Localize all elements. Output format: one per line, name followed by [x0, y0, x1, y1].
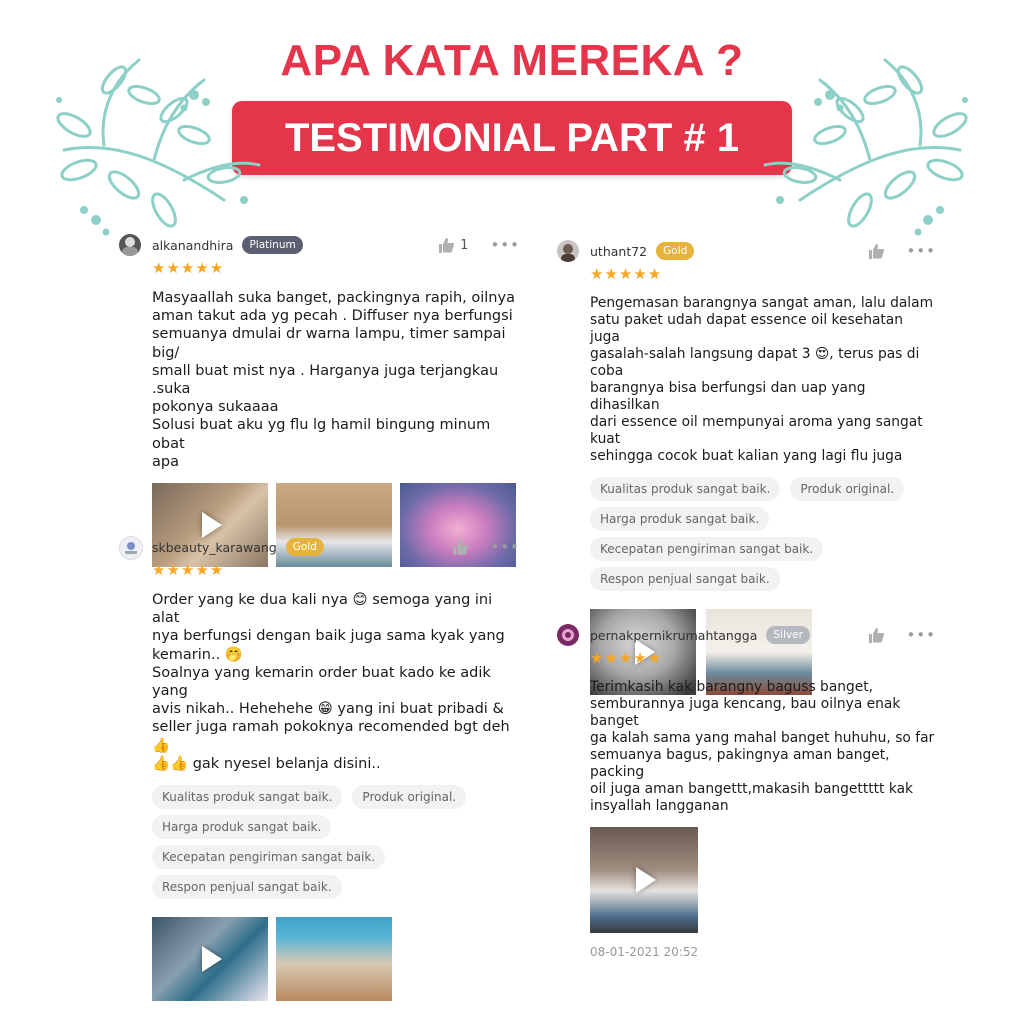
review-card: [152, 536, 520, 1001]
play-icon[interactable]: [636, 867, 656, 893]
review-photo[interactable]: [276, 917, 392, 1001]
review-video-thumbnail[interactable]: [590, 827, 698, 933]
more-dots-icon[interactable]: •••: [906, 242, 936, 260]
review-tag: Kecepatan pengiriman sangat baik.: [590, 537, 823, 561]
like-count: 1: [460, 237, 469, 253]
review-tag: Kualitas produk sangat baik.: [152, 785, 342, 809]
thumbs-up-icon[interactable]: [452, 540, 468, 555]
review-media: [590, 827, 936, 933]
review-tag: Produk original.: [352, 785, 466, 809]
more-dots-icon[interactable]: •••: [490, 236, 520, 254]
review-actions: [438, 234, 520, 256]
more-dots-icon[interactable]: •••: [490, 538, 520, 556]
membership-badge: Gold: [656, 242, 694, 260]
review-card: [590, 624, 936, 959]
review-tags: [590, 477, 920, 597]
review-tag: Harga produk sangat baik.: [152, 815, 331, 839]
review-tag: Kecepatan pengiriman sangat baik.: [152, 845, 385, 869]
avatar[interactable]: [557, 240, 579, 262]
leaf-ornament-left-icon: [44, 40, 264, 240]
review-card: [152, 234, 520, 567]
review-actions: [868, 240, 936, 262]
star-rating: ★★★★★: [152, 561, 225, 579]
review-tag: Harga produk sangat baik.: [590, 507, 769, 531]
membership-badge: Silver: [766, 626, 810, 644]
thumbs-up-icon[interactable]: [868, 244, 884, 259]
testimonial-banner: TESTIMONIAL PART # 1: [232, 101, 792, 175]
review-tag: Respon penjual sangat baik.: [590, 567, 780, 591]
page-heading: APA KATA MEREKA ?: [280, 36, 744, 85]
review-date: 08-01-2021 20:52: [590, 945, 699, 959]
membership-badge: Gold: [286, 538, 324, 556]
membership-badge: Platinum: [242, 236, 302, 254]
thumbs-up-icon[interactable]: [438, 238, 454, 253]
review-actions: [452, 536, 520, 558]
star-rating: ★★★★★: [590, 649, 663, 667]
review-actions: [868, 624, 936, 646]
review-video-thumbnail[interactable]: [152, 917, 268, 1001]
review-media: [152, 917, 520, 1001]
thumbs-up-icon[interactable]: [868, 628, 884, 643]
review-text: Pengemasan barangnya sangat aman, lalu dalam satu paket udah dapat essence oil kesehatan juga gasalah-salah langsung dapat 3 😍, terus pas di coba barangnya bisa berfungsi dan uap yang dihasilkan dari essence oil mempunyai aroma yang sangat kuat sehingga cocok buat kalian yang lagi flu juga: [590, 295, 934, 464]
username[interactable]: pernakpernikrumahtangga: [590, 627, 758, 643]
review-tags: [152, 785, 482, 905]
play-icon[interactable]: [202, 946, 222, 972]
star-rating: ★★★★★: [152, 259, 225, 277]
avatar[interactable]: [557, 624, 579, 646]
username[interactable]: alkanandhira: [152, 237, 234, 253]
avatar[interactable]: [119, 234, 141, 256]
review-header: [152, 536, 520, 558]
leaf-ornament-right-icon: [760, 40, 980, 240]
review-tag: Respon penjual sangat baik.: [152, 875, 342, 899]
play-icon[interactable]: [202, 512, 222, 538]
username[interactable]: skbeauty_karawang: [152, 539, 277, 555]
review-tag: Produk original.: [790, 477, 904, 501]
review-header: [590, 240, 936, 262]
review-header: [590, 624, 936, 646]
review-header: [152, 234, 520, 256]
more-dots-icon[interactable]: •••: [906, 626, 936, 644]
star-rating: ★★★★★: [590, 265, 663, 283]
avatar[interactable]: [119, 536, 143, 560]
review-text: Order yang ke dua kali nya 😊 semoga yang ini alat nya berfungsi dengan baik juga sama kyak yang kemarin.. 🤭 Soalnya yang kemarin order buat kado ke adik yang avis nikah.. Hehehehe 😁 yang ini buat pribadi & seller juga ramah pokoknya recomended bgt deh 👍 👍👍 gak nyesel belanja disini..: [152, 592, 510, 772]
username[interactable]: uthant72: [590, 243, 648, 259]
review-text: Terimkasih kak barangny baguss banget, semburannya juga kencang, bau oilnya enak banget ga kalah sama yang mahal banget huhuhu, so far semuanya bagus, pakingnya aman banget, packing oil juga aman bangettt,makasih bangettttt kak insyallah langganan: [590, 679, 935, 814]
review-text: Masyaallah suka banget, packingnya rapih, oilnya aman takut ada yg pecah . Diffuser nya berfungsi semuanya dmulai dr warna lampu, timer sampai big/ small buat mist nya . Harganya juga terjangkau .suka pokonya sukaaaa Solusi buat aku yg flu lg hamil bingung minum obat apa: [152, 290, 515, 470]
review-tag: Kualitas produk sangat baik.: [590, 477, 780, 501]
